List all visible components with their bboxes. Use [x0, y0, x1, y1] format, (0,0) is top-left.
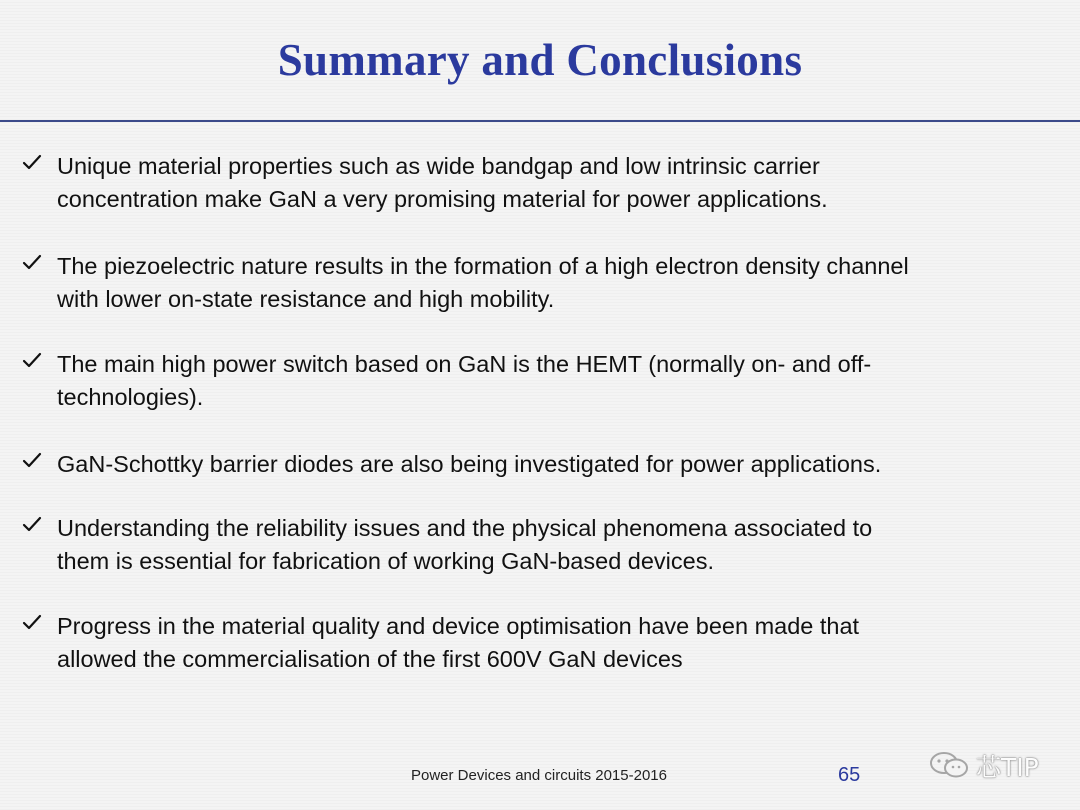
bullet-line: GaN-Schottky barrier diodes are also being investigated for power applications. [57, 451, 882, 477]
bullet-line: Unique material properties such as wide bandgap and low intrinsic carrier [57, 153, 820, 179]
bullet-line: allowed the commercialisation of the first 600V GaN devices [57, 646, 683, 672]
watermark-label: 芯TIP [976, 753, 1039, 782]
bullet-line: Progress in the material quality and device optimisation have been made that [57, 613, 860, 639]
checkmark-icon [22, 350, 42, 370]
bullet-line: with lower on-state resistance and high mobility. [57, 286, 555, 312]
bullet-line: technologies). [57, 384, 204, 410]
checkmark-icon [22, 152, 42, 172]
wechat-icon [928, 750, 972, 785]
checkmark-icon [22, 612, 42, 632]
footer-text: Power Devices and circuits 2015-2016 [411, 767, 667, 784]
watermark [928, 748, 1053, 780]
page-number: 65 [838, 764, 861, 786]
slide-title: Summary and Conclusions [277, 35, 803, 85]
bullet-line: concentration make GaN a very promising material for power applications. [57, 186, 828, 212]
checkmark-icon [22, 514, 42, 534]
checkmark-icon [22, 252, 42, 272]
bullet-line: them is essential for fabrication of working GaN-based devices. [57, 548, 715, 574]
bullet-line: Understanding the reliability issues and the physical phenomena associated to [57, 515, 873, 541]
title-divider [0, 120, 1080, 122]
bullet-line: The main high power switch based on GaN is the HEMT (normally on- and off- [57, 351, 872, 377]
checkmark-icon [22, 450, 42, 470]
bullet-line: The piezoelectric nature results in the formation of a high electron density channel [57, 253, 909, 279]
